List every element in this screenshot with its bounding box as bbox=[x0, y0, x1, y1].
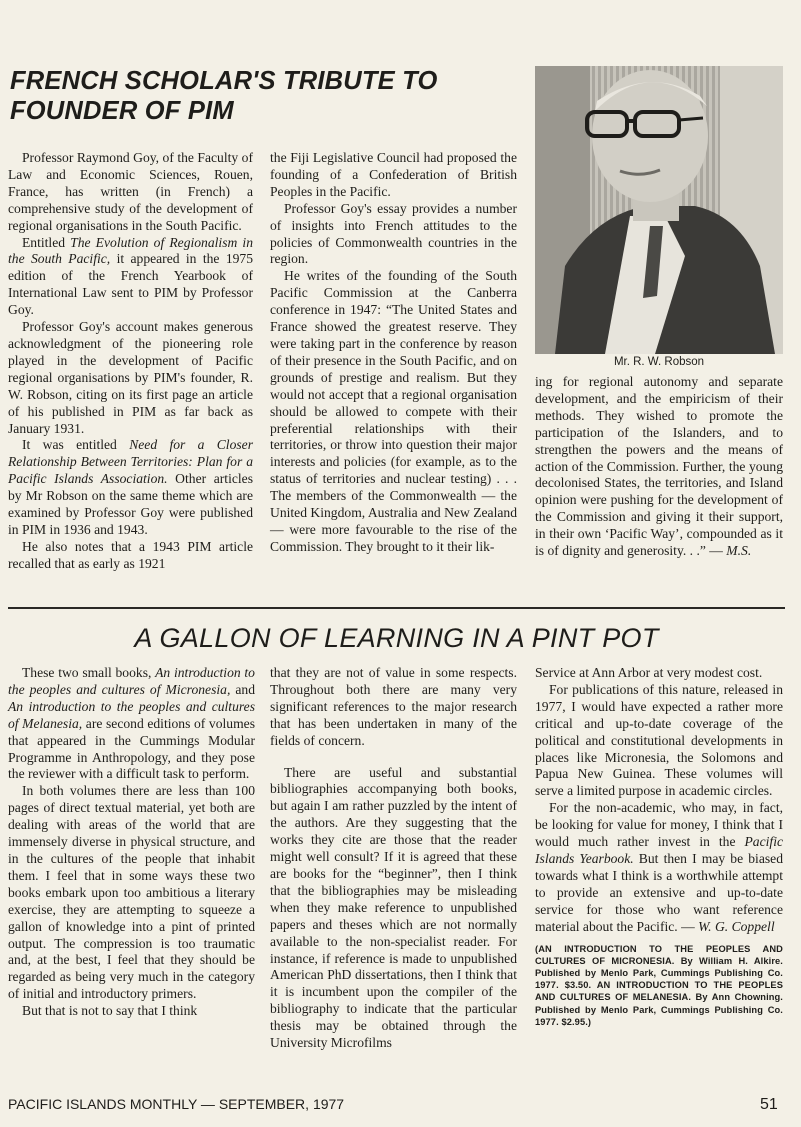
book-references: (AN INTRODUCTION TO THE PEOPLES AND CULTURES OF MICRONESIA. By William H. Alkire. Published by Menlo Park, Cummings Publishing Co. 1977. $3.50. AN INTRODUCTION TO THE PEOPLES AND CULTURES OF MELANESIA. By Ann Chowning. Published by Menlo Park, Cummings Publishing Co. 1977. $2.95.) bbox=[535, 943, 783, 1027]
paragraph: Entitled The Evolution of Regionalism in the South Pacific, it appeared in the 1975 edition of the French Yearbook of International Law sent to PIM by Professor Goy. bbox=[8, 234, 254, 318]
paragraph: These two small books, An introduction to the peoples and cultures of Micronesia, and An introduction to the peoples and cultures of Melanesia, are second editions of volumes that appeared in the Cummings Modular Programme in Anthropology, and they pose the reviewer with a difficult task to perform. bbox=[8, 665, 255, 782]
author-signoff: M.S. bbox=[726, 543, 752, 559]
italic-title: Need for a Closer Relationship Between Territories: Plan for a Pacific Islands Association. bbox=[8, 437, 253, 487]
paragraph: For publications of this nature, released in 1977, I would have expected a rather more critical and up-to-date coverage of the political and constitutional developments in places like Micronesia, the Solomons and Papua New Guinea. These volumes will serve a limited purpose in academic circles. bbox=[535, 681, 783, 799]
paragraph: Professor Raymond Goy, of the Faculty of Law and Economic Sciences, Rouen, France, has written (in French) a comprehensive study of the development of regional organisations in the South Pacific. bbox=[8, 150, 253, 233]
paragraph: the Fiji Legislative Council had proposed the founding of a Confederation of British Peoples in the Pacific. bbox=[270, 150, 517, 199]
italic-title: An introduction to the peoples and cultures of Micronesia, bbox=[8, 665, 255, 697]
paragraph: In both volumes there are less than 100 pages of direct textual material, yet both are dealing with areas of the world that are immensely diverse in physical structure, and in the cultures of the people that inhabit them. I feel that in some ways these two books embark upon too ambitious a literary exercise, they are attempting to squeeze a gallon of knowledge into a pint of printed output. The compression is too traumatic and, at the best, I feel that they should be regarded as being very much in the category of initial and introductory primers. bbox=[8, 783, 255, 1002]
paragraph: For the non-academic, who may, in fact, be looking for value for money, I think that I would much rather invest in the Pacific Islands Yearbook. But then I may be biased towards what I think is a worthwhile attempt to provide an extensive and up-to-date service for those who want reference material about the Pacific. — W. G. Coppell bbox=[535, 800, 783, 934]
paragraph: He also notes that a 1943 PIM article recalled that as early as 1921 bbox=[8, 538, 253, 571]
photo-caption: Mr. R. W. Robson bbox=[613, 356, 705, 368]
portrait-image bbox=[535, 66, 783, 354]
italic-title: The Evolution of Regionalism in the South Pacific, bbox=[8, 234, 254, 267]
italic-title: Pacific Islands Yearbook. bbox=[535, 834, 783, 866]
review-column-1 bbox=[8, 665, 255, 1020]
italic-title: An introduction to the peoples and cultures of Melanesia, bbox=[8, 698, 255, 731]
publication-footer: PACIFIC ISLANDS MONTHLY — SEPTEMBER, 1977 bbox=[8, 1096, 345, 1112]
review-column-3 bbox=[535, 665, 783, 1028]
paragraph: Professor Goy's essay provides a number of insights into French attitudes to the policies of Commonwealth countries in the region. bbox=[270, 200, 517, 267]
page-number: 51 bbox=[760, 1096, 778, 1113]
article-column-3 bbox=[535, 374, 783, 560]
author-signoff: W. G. Coppell bbox=[698, 918, 775, 934]
paragraph: Professor Goy's account makes generous acknowledgment of the pioneering role played in the development of Pacific regional organisations by PIM's founder, R. W. Robson, citing on its first page an article of his published in PIM as far back as January 1931. bbox=[8, 319, 253, 436]
paragraph: ing for regional autonomy and separate development, and the empiricism of their methods. They wished to promote the participation of the Islanders, and to strengthen the powers and the means of action of the Commission. Further, the young decolonised States, the territories, and Island opinion were pushing for the development of the Commission and giving it their support, in their own ‘Pacific Way’, compounded as it is of dignity and generosity. . .” — M.S. bbox=[535, 374, 783, 559]
article-column-1 bbox=[8, 150, 253, 573]
portrait-photo bbox=[535, 66, 783, 354]
article-column-2 bbox=[270, 150, 517, 556]
paragraph: that they are not of value in some respects. Throughout both there are many very significant references to the major research that has been undertaken in many of the fields of concern. bbox=[270, 665, 517, 748]
paragraph: Service at Ann Arbor at very modest cost. bbox=[535, 665, 763, 680]
paragraph: But that is not to say that I think bbox=[22, 1003, 198, 1019]
review-title: A GALLON OF LEARNING IN A PINT POT bbox=[134, 623, 659, 653]
article-title: FRENCH SCHOLAR'S TRIBUTE TO FOUNDER OF PIM bbox=[10, 67, 438, 125]
review-column-2 bbox=[270, 665, 517, 1052]
paragraph: It was entitled Need for a Closer Relationship Between Territories: Plan for a Pacific Islands Association. Other articles by Mr Robson on the same theme which are examined by Professor Goy were published in PIM in 1936 and 1943. bbox=[8, 437, 253, 537]
section-divider bbox=[8, 607, 785, 609]
paragraph: He writes of the founding of the South Pacific Commission at the Canberra conference in 1947: “The United States and France showed the greatest reserve. They were taking part in the conference by reason of their presence in the South Pacific, and on grounds of prestige and realism. But they would not accept that a regional organisation should be allowed to compete with their preferential relationships with their territories, or throw into question their major interests and policies (for example, as to the status of territories and nuclear testing) . . . The members of the Commonwealth — the United Kingdom, Australia and New Zealand — were more favourable to the rise of the Commission. They brought to it their lik- bbox=[270, 268, 517, 554]
paragraph: There are useful and substantial bibliographies accompanying both books, but again I am rather puzzled by the intent of the authors. Are they suggesting that the works they cite are those that the reader might well consult? If it is agreed that these are books for the “beginner”, then I think that the bibliographies may be misleading when they make reference to unpublished papers and theses which are not normally available to the non-specialist reader. For instance, if reference is made to unpublished American PhD dissertations, then I think that it is incumbent upon the compiler of the bibliography to indicate that the particular thesis may be obtained through the University Microfilms bbox=[270, 764, 517, 1051]
